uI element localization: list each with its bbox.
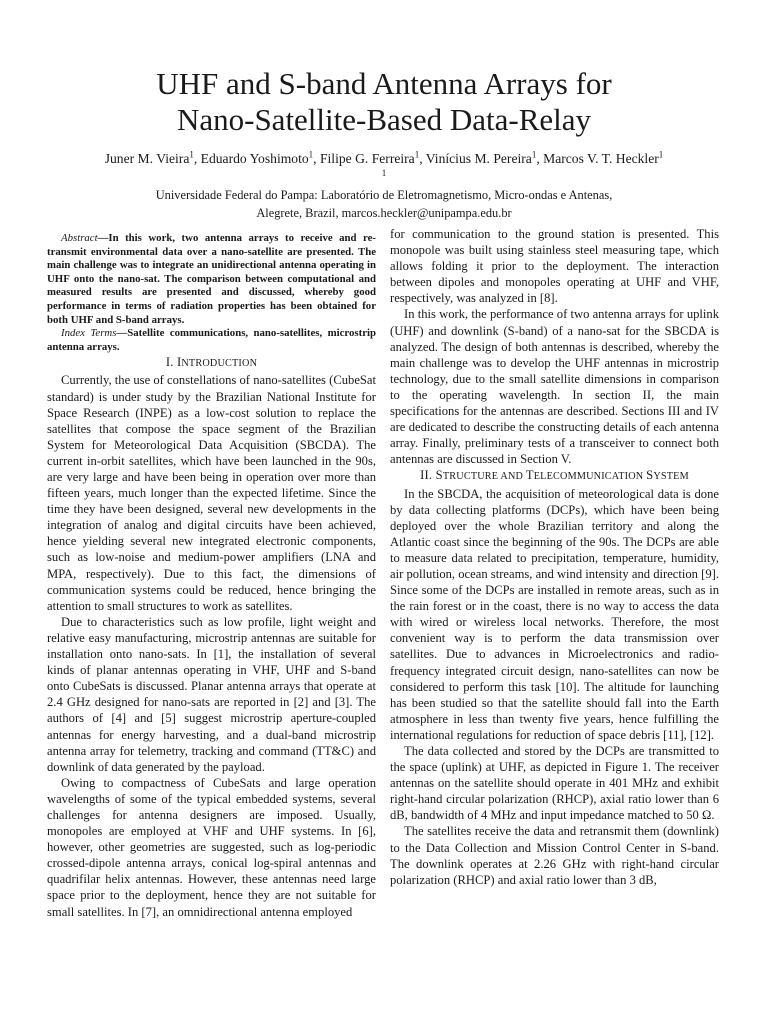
affiliation-line-2: Alegrete, Brazil, marcos.heckler@unipampa.edu.br: [256, 206, 512, 220]
paragraph-structure-1: In the SBCDA, the acquisition of meteorological data is done by data collecting platforms (DCPs), which have been being deployed over the whole Brazilian territory and along the Atlantic coast since the beginning of the 90s. The DCPs are able to measure data related to precipitation, temperature, humidity, air pollution, ocean streams, and wind intensity and direction [9]. Since some of the DCPs are installed in remote areas, such as in the rain forest or in the coast, there is no way to access the data with wired or wireless local networks. Therefore, the most convenient way is to perform the data transmission over satellites. Due to advances in Microelectronics and radio-frequency integrated circuit design, nano-satellites can now be considered to perform this task [10]. The altitude for launching has been studied so that the satellite should fall into the Earth atmosphere in less than twenty five years, hence fulfilling the international regulations for reduction of space debris [11], [12].: [390, 486, 719, 742]
index-terms-text: —Satellite communications, nano-satellites, microstrip antenna arrays.: [47, 327, 377, 353]
paragraph-intro-1: Currently, the use of constellations of nano-satellites (CubeSat standard) is under study by the Brazilian National Institute for Space Research (INPE) as a low-cost solution to replace the satellites that compose the space segment of the Brazilian System for Meteorological Data Acquisition (SBCDA). The current in-orbit satellites, which have been launched in the 90s, are very large and have been being in operation over more than fifteen years, much longer than the expected lifetime. Since the time they have been designed, several new developments in the integration of analog and digital circuits have been achieved, hence yielding several new integrated electronic components, such as low-noise and medium-power amplifiers (LNA and MPA, respectively). Due to this fact, the dimensions of communication systems could be reduced, hence bringing the attention to small structures to work as satellites.: [47, 373, 376, 613]
index-terms: [47, 327, 376, 354]
index-terms-label: Index Terms: [61, 327, 117, 340]
abstract-label: Abstract: [61, 232, 98, 244]
left-column: [47, 232, 376, 920]
abstract: [47, 232, 376, 327]
section-heading-structure: II. STRUCTURE AND TELECOMMUNICATION SYSTEM: [420, 468, 689, 483]
author-5: Marcos V. T. Heckler: [543, 151, 659, 166]
affiliation: [0, 168, 768, 222]
author-4: Vinícius M. Pereira: [425, 151, 532, 166]
abstract-text: —In this work, two antenna arrays to receive and re-transmit environmental data over a nano-satellite are presented. The main challenge was to integrate an unidirectional antenna operating in UHF onto the nano-sat. The comparison between computational and measured results are presented and discussed, whereby good performance in terms of radiation properties has been obtained for both UHF and S-band arrays.: [47, 232, 376, 326]
paragraph-intro-3: Owing to compactness of CubeSats and large operation wavelengths of some of the typical embedded systems, several challenges for antenna designers are imposed. Usually, monopoles are employed at VHF and UHF systems. In [6], however, other geometries are suggested, such as log-periodic crossed-dipole antenna arrays, conical log-spiral antennas and quadrifilar helix antennas. However, these antennas need large space prior to the deployment, hence they are not suitable for small satellites. In [7], an omnidirectional antenna employed: [47, 775, 376, 919]
section-heading-introduction: I. INTRODUCTION: [165, 355, 258, 370]
author-list: Juner M. Vieira$^1$, Eduardo Yoshimoto$^1$, Filipe G. Ferreira$^1$, Vinícius M. Pereira$^1$, Marcos V. T. Heckler$^1$: [104, 149, 664, 166]
paragraph-intro-2: Due to characteristics such as low profile, light weight and relative easy manufacturing, microstrip antennas are suitable for installation onto nano-sats. In [1], the installation of several kinds of planar antennas operating in VHF, UHF and S-band onto CubeSats is discussed. Planar antenna arrays that operate at 2.4 GHz designed for nano-sats are reported in [2] and [3]. The authors of [4] and [5] suggest microstrip aperture-coupled antennas for energy harvesting, and a dual-band microstrip antenna array for telemetry, tracking and command (TT&C) and downlink of data generated by the payload.: [47, 614, 376, 774]
author-2: Eduardo Yoshimoto: [200, 151, 309, 166]
paper-title: [0, 66, 768, 138]
author-3: Filipe G. Ferreira: [319, 151, 415, 166]
author-1: Juner M. Vieira: [104, 151, 190, 166]
paragraph-intro-4: In this work, the performance of two antenna arrays for uplink (UHF) and downlink (S-band) of a nano-sat for the SBCDA is analyzed. The design of both antennas is described, whereby the main challenge was to develop the UHF antennas in microstrip technology, due to the small satellite dimensions in comparison to the operating wavelength. In section II, the main specifications for the antennas are described. Sections III and IV are dedicated to describe the constructing details of each antenna array. Finally, preliminary tests of a transceiver to connect both antennas are discussed in Section V.: [390, 307, 719, 467]
title-line-1: UHF and S-band Antenna Arrays for: [156, 66, 612, 101]
affiliation-line-1: $^1$ Universidade Federal do Pampa: Laboratório de Eletromagnetismo, Micro-ondas e Antenas,: [155, 167, 613, 202]
paragraph-structure-3: The satellites receive the data and retransmit them (downlink) to the Data Collection and Mission Control Center in S-band. The downlink operates at 2.26 GHz with right-hand circular polarization (RHCP) and axial ratio lower than 3 dB,: [390, 824, 719, 887]
right-column: [390, 226, 719, 888]
title-line-2: Nano-Satellite-Based Data-Relay: [176, 102, 592, 137]
paragraph-intro-continued: for communication to the ground station is presented. This monopole was built using stainless steel measuring tape, which allows folding it prior to the deployment. The interaction between dipoles and monopoles operating at UHF and VHF, respectively, was analyzed in [8].: [390, 227, 719, 306]
paragraph-structure-2: The data collected and stored by the DCPs are transmitted to the space (uplink) at UHF, as depicted in Figure 1. The receiver antennas on the satellite should operate in 401 MHz and exhibit right-hand circular polarization (RHCP), axial ratio lower than 6 dB, bandwidth of 4 MHz and input impedance matched to 50 Ω.: [390, 744, 719, 823]
